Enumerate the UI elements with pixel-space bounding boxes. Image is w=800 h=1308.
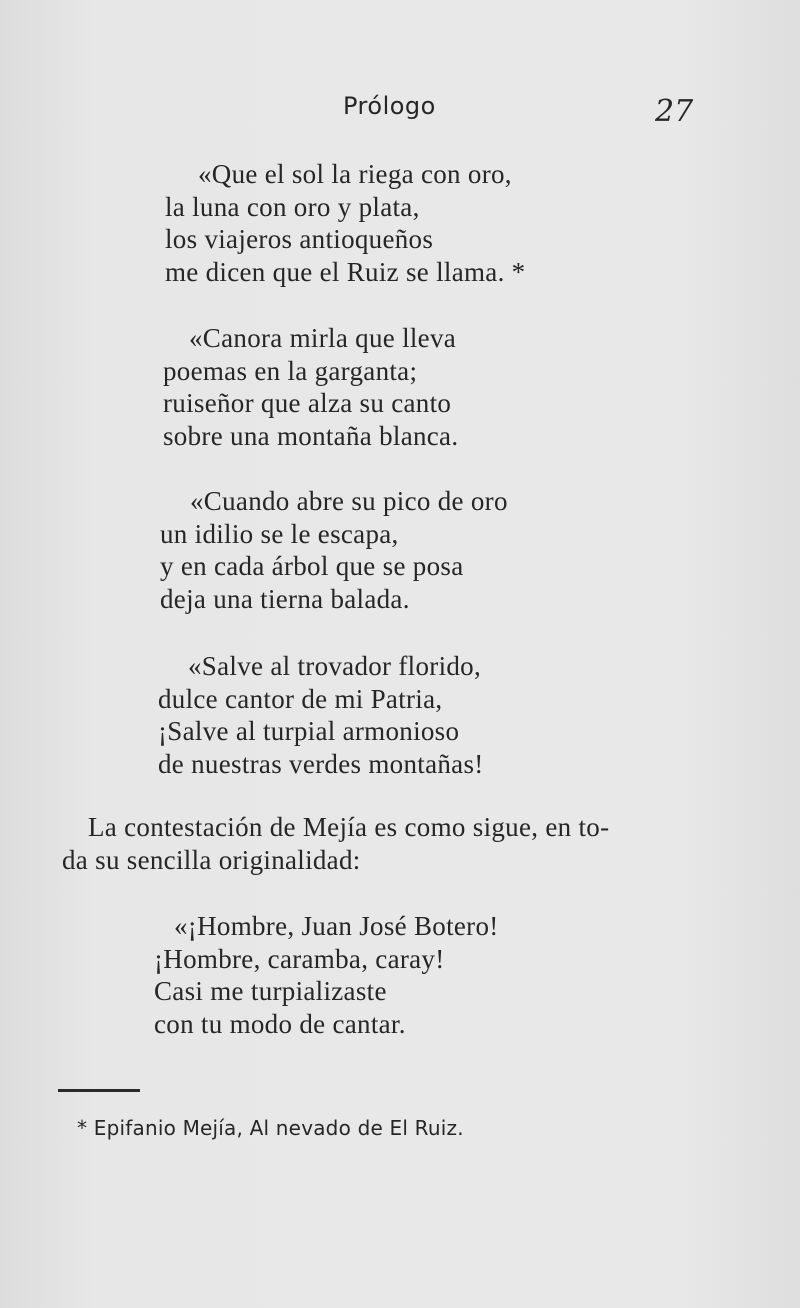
poem-stanza-3 <box>160 485 508 615</box>
poem-line: sobre una montaña blanca. <box>163 420 459 451</box>
footnote: * Epifanio Mejía, Al nevado de El Ruiz. <box>77 1116 464 1140</box>
poem-stanza-reply <box>154 910 499 1040</box>
prose-line: da su sencilla originalidad: <box>62 844 361 875</box>
poem-stanza-2 <box>163 322 458 452</box>
poem-line: ¡Hombre, caramba, caray! <box>154 943 445 974</box>
poem-line: dulce cantor de mi Patria, <box>158 683 443 714</box>
poem-line: ¡Salve al turpial armonioso <box>158 716 460 746</box>
poem-line: «Salve al trovador florido, <box>188 651 482 681</box>
poem-line: «Cuando abre su pico de oro <box>190 486 508 516</box>
poem-line: «Canora mirla que lleva <box>189 323 457 353</box>
poem-line: y en cada árbol que se posa <box>160 551 464 581</box>
page-number: 27 <box>655 94 694 129</box>
poem-stanza-4 <box>158 650 484 780</box>
running-header-title: Prólogo <box>343 92 436 120</box>
prose-paragraph <box>62 811 712 876</box>
poem-stanza-1 <box>165 158 525 288</box>
poem-line: ruiseñor que alza su canto <box>163 388 452 418</box>
poem-line: deja una tierna balada. <box>160 583 410 614</box>
poem-line: los viajeros antioqueños <box>165 224 434 254</box>
poem-line: me dicen que el Ruiz se llama. * <box>165 256 526 287</box>
poem-line: un idilio se le escapa, <box>160 518 399 549</box>
poem-line: poemas en la garganta; <box>163 355 418 386</box>
poem-line: la luna con oro y plata, <box>165 191 420 222</box>
poem-line: «Que el sol la riega con oro, <box>198 159 512 189</box>
prose-line: La contestación de Mejía es como sigue, en to- <box>88 812 610 842</box>
footnote-divider <box>58 1089 140 1092</box>
poem-line: «¡Hombre, Juan José Botero! <box>174 911 499 941</box>
poem-line: con tu modo de cantar. <box>154 1008 406 1039</box>
poem-line: Casi me turpializaste <box>154 976 387 1006</box>
poem-line: de nuestras verdes montañas! <box>158 748 484 779</box>
